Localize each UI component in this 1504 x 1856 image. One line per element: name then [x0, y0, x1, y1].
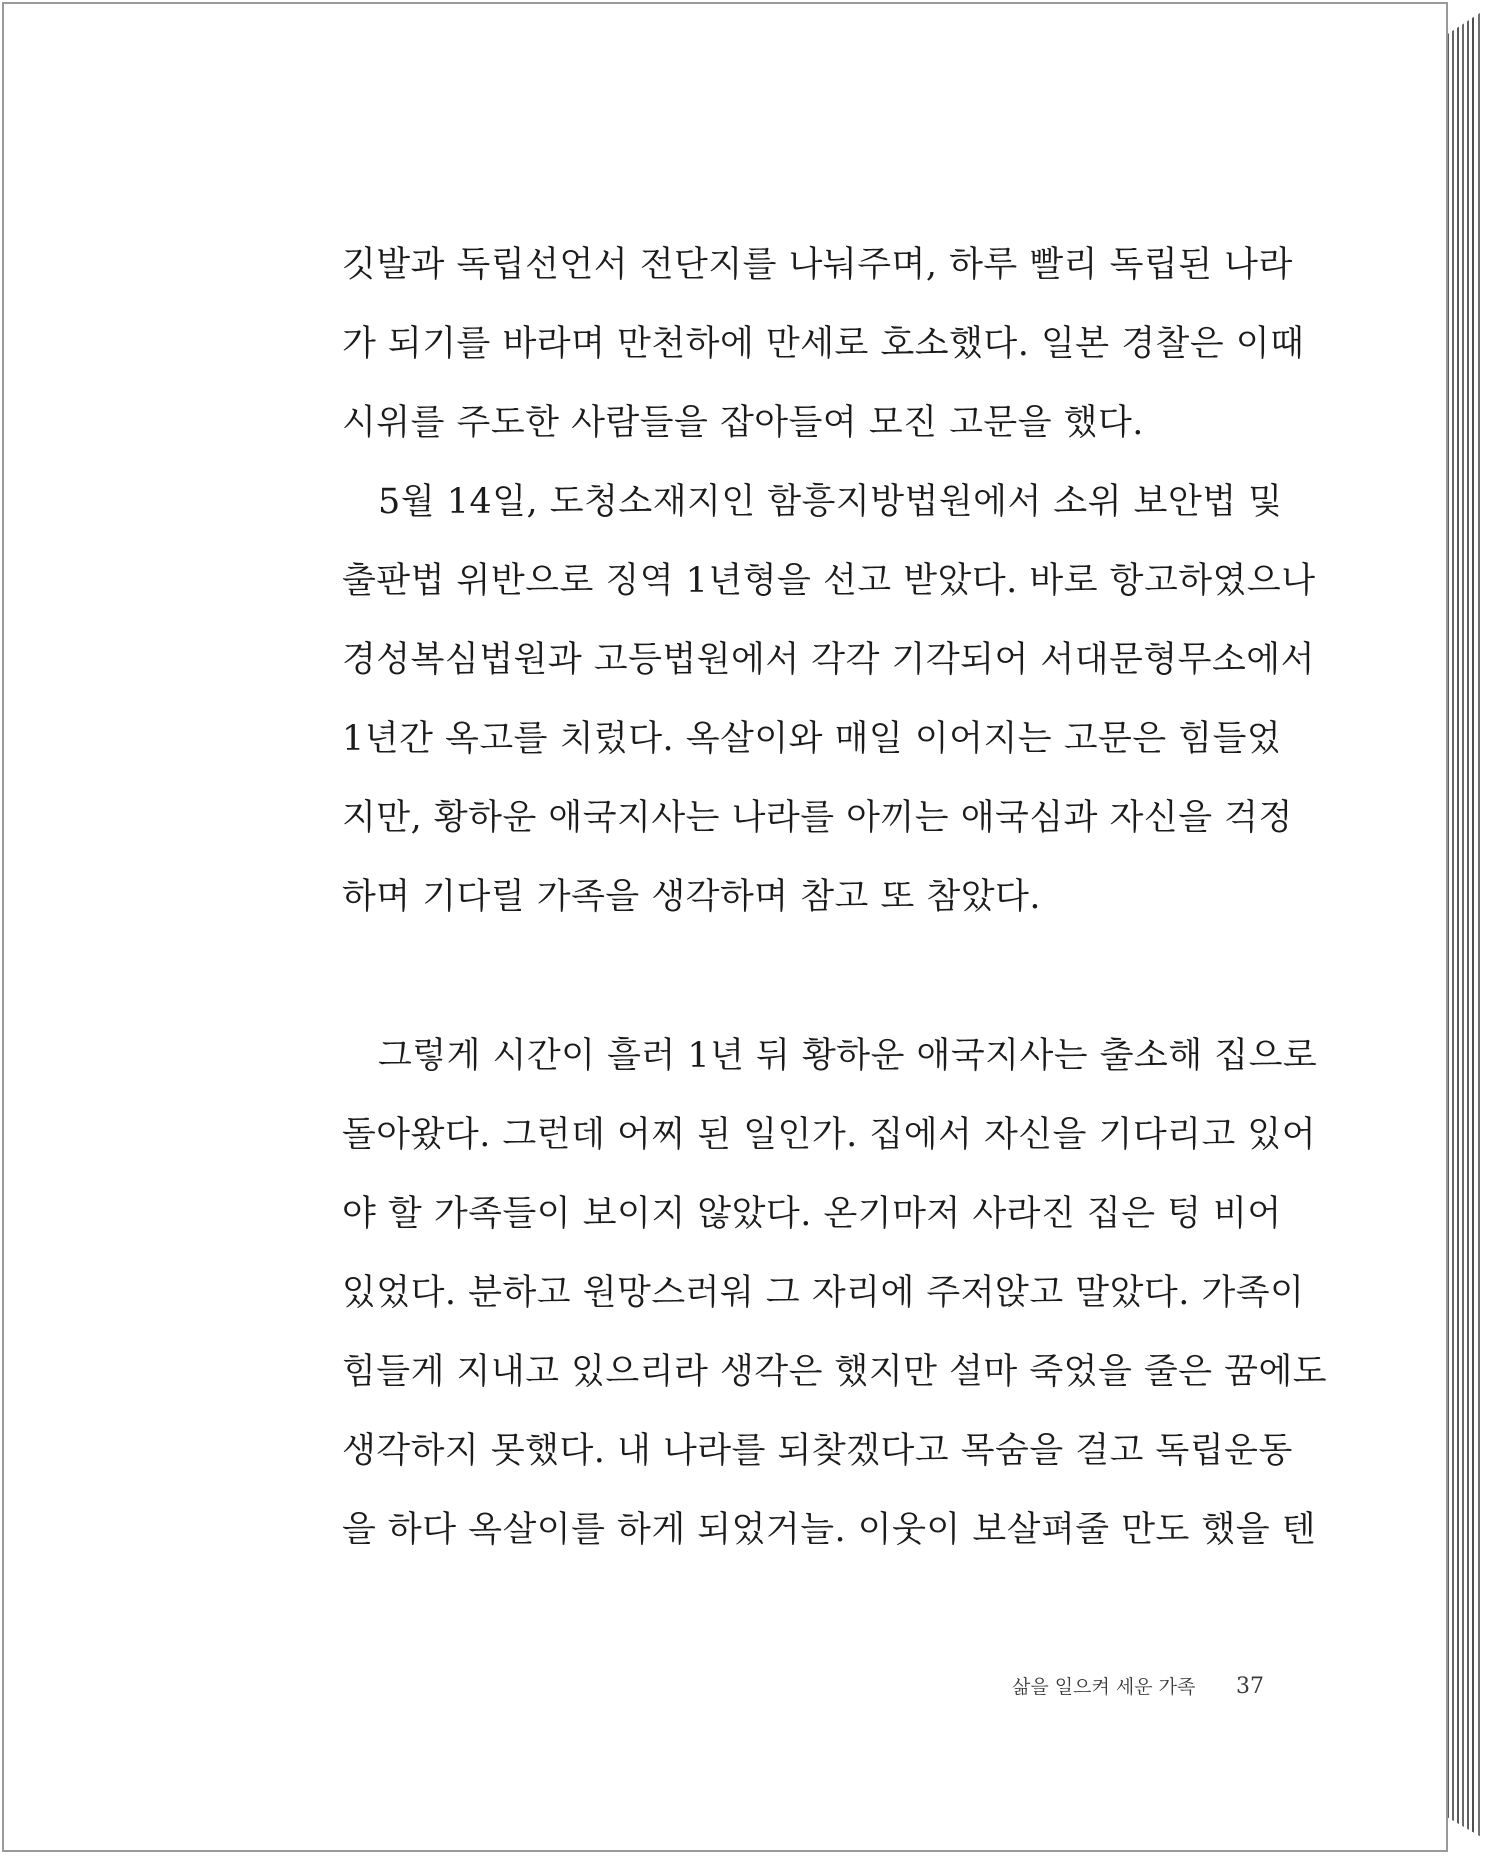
text-line: 출판법 위반으로 징역 1년형을 선고 받았다. 바로 항고하였으나 [342, 561, 1316, 601]
text-line: 을 하다 옥살이를 하게 되었거늘. 이웃이 보살펴줄 만도 했을 텐 [342, 1510, 1317, 1550]
text-line: 깃발과 독립선언서 전단지를 나눠주며, 하루 빨리 독립된 나라 [342, 245, 1293, 285]
text-line: 있었다. 분하고 원망스러워 그 자리에 주저앉고 말았다. 가족이 [342, 1273, 1305, 1313]
text-line: 생각하지 못했다. 내 나라를 되찾겠다고 목숨을 걸고 독립운동 [342, 1431, 1293, 1471]
text-line: 하며 기다릴 가족을 생각하며 참고 또 참았다. [342, 877, 1041, 917]
text-line: 가 되기를 바라며 만천하에 만세로 호소했다. 일본 경찰은 이때 [342, 324, 1305, 364]
text-line: 야 할 가족들이 보이지 않았다. 온기마저 사라진 집은 텅 비어 [342, 1194, 1282, 1234]
section-gap [342, 937, 1264, 1017]
running-title: 삶을 일으켜 세운 가족 [1012, 1676, 1196, 1698]
book-page [2, 2, 1448, 1852]
text-line: 힘들게 지내고 있으리라 생각은 했지만 설마 죽었을 줄은 꿈에도 [342, 1352, 1328, 1392]
page-number: 37 [1236, 1674, 1264, 1699]
text-line: 돌아왔다. 그런데 어찌 된 일인가. 집에서 자신을 기다리고 있어 [342, 1115, 1317, 1155]
text-line: 지만, 황하운 애국지사는 나라를 아끼는 애국심과 자신을 걱정 [342, 798, 1293, 838]
text-line: 1년간 옥고를 치렀다. 옥살이와 매일 이어지는 고문은 힘들었 [342, 719, 1282, 759]
body-text [342, 226, 1328, 1570]
text-line: 시위를 주도한 사람들을 잡아들여 모진 고문을 했다. [342, 403, 1144, 443]
text-line: 5월 14일, 도청소재지인 함흥지방법원에서 소위 보안법 및 [378, 482, 1283, 522]
text-line: 경성복심법원과 고등법원에서 각각 기각되어 서대문형무소에서 [342, 640, 1315, 680]
page-edges [1440, 0, 1500, 1850]
text-line: 그렇게 시간이 흘러 1년 뒤 황하운 애국지사는 출소해 집으로 [378, 1036, 1318, 1076]
page-footer [804, 1672, 1264, 1712]
